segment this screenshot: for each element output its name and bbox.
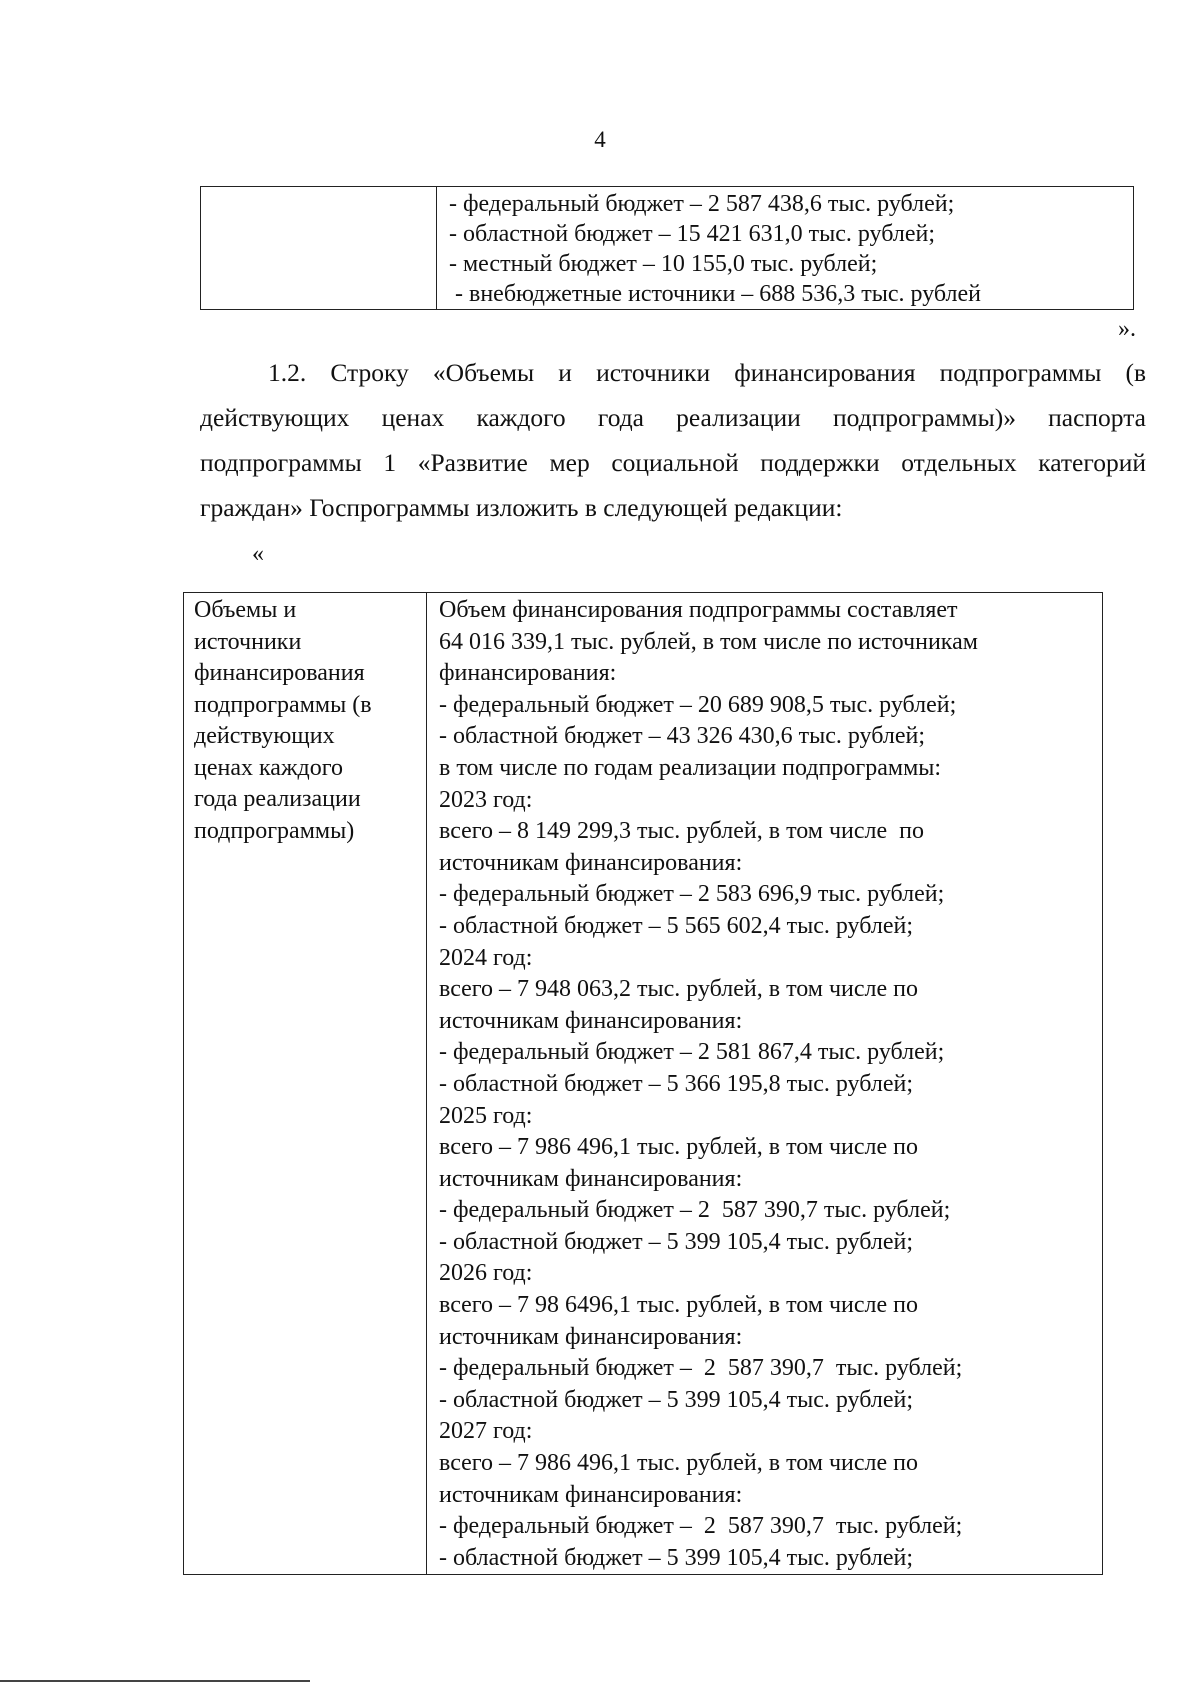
amendment-paragraph — [200, 350, 1146, 530]
funding-line: - областной бюджет – 15 421 631,0 тыс. рублей; — [449, 221, 935, 247]
closing-quote: ». — [1118, 316, 1136, 342]
funding-detail-line: источникам финансирования: — [439, 1007, 743, 1034]
funding-detail-line: - областной бюджет – 5 399 105,4 тыс. рублей; — [439, 1544, 913, 1571]
funding-table-continued — [200, 186, 1134, 310]
funding-sources-cell — [437, 187, 1134, 310]
opening-quote: « — [252, 541, 264, 567]
funding-detail-line: - областной бюджет – 5 565 602,4 тыс. рублей; — [439, 912, 913, 939]
funding-passport-table — [183, 592, 1103, 1575]
funding-detail-line: - областной бюджет – 43 326 430,6 тыс. рублей; — [439, 723, 925, 750]
funding-detail-line: в том числе по годам реализации подпрограммы: — [439, 754, 942, 781]
funding-detail-line: финансирования: — [439, 660, 617, 687]
funding-details-cell — [427, 593, 1103, 1575]
funding-detail-line: 2025 год: — [439, 1102, 533, 1129]
funding-detail-line: - федеральный бюджет – 20 689 908,5 тыс. рублей; — [439, 691, 957, 718]
funding-detail-line: - федеральный бюджет – 2 587 390,7 тыс. рублей; — [439, 1197, 951, 1224]
funding-detail-line: источникам финансирования: — [439, 1481, 743, 1508]
funding-detail-line: - областной бюджет – 5 366 195,8 тыс. рублей; — [439, 1070, 913, 1097]
funding-detail-line: всего – 7 948 063,2 тыс. рублей, в том числе по — [439, 976, 919, 1003]
funding-detail-line: 2027 год: — [439, 1418, 533, 1445]
row-header-cell — [184, 593, 427, 1575]
funding-detail-line: - федеральный бюджет – 2 581 867,4 тыс. рублей; — [439, 1039, 945, 1066]
row-header-line: Объемы и — [194, 597, 297, 623]
amendment-text: 1.2. Строку «Объемы и источники финансирования подпрограммы (в действующих ценах каждого года реализации подпрограммы)» паспорта подпрограммы 1 «Развитие мер социальной поддержки отдельных категорий граждан» Госпрограммы изложить в следующей редакции: — [200, 358, 1146, 522]
page-number: 4 — [594, 127, 606, 152]
funding-detail-line: 64 016 339,1 тыс. рублей, в том числе по источникам — [439, 628, 978, 655]
funding-line: - федеральный бюджет – 2 587 438,6 тыс. рублей; — [449, 191, 955, 217]
funding-detail-line: источникам финансирования: — [439, 1165, 743, 1192]
row-header-line: подпрограммы) — [194, 817, 355, 844]
funding-detail-line: 2026 год: — [439, 1260, 533, 1287]
funding-detail-line: всего – 7 986 496,1 тыс. рублей, в том числе по — [439, 1134, 919, 1161]
empty-left-cell — [201, 187, 437, 310]
funding-detail-line: - федеральный бюджет – 2 587 390,7 тыс. рублей; — [439, 1355, 963, 1382]
funding-detail-line: источникам финансирования: — [439, 849, 743, 876]
funding-detail-line: всего – 7 986 496,1 тыс. рублей, в том числе по — [439, 1450, 919, 1477]
funding-detail-line: - федеральный бюджет – 2 583 696,9 тыс. рублей; — [439, 881, 945, 908]
funding-detail-line: источникам финансирования: — [439, 1323, 743, 1350]
funding-line: - внебюджетные источники – 688 536,3 тыс. рублей — [449, 281, 982, 307]
row-header-line: действующих — [194, 723, 335, 749]
funding-detail-line: всего – 7 98 6496,1 тыс. рублей, в том числе по — [439, 1292, 919, 1319]
funding-detail-line: - федеральный бюджет – 2 587 390,7 тыс. рублей; — [439, 1513, 963, 1540]
funding-line: - местный бюджет – 10 155,0 тыс. рублей; — [449, 251, 878, 277]
funding-detail-line: 2023 год: — [439, 786, 533, 813]
row-header-line: финансирования — [194, 660, 365, 686]
row-header-line: ценах каждого — [194, 754, 343, 781]
funding-detail-line: - областной бюджет – 5 399 105,4 тыс. рублей; — [439, 1228, 913, 1255]
row-header-line: подпрограммы (в — [194, 691, 372, 718]
funding-detail-line: - областной бюджет – 5 399 105,4 тыс. рублей; — [439, 1386, 913, 1413]
row-header-line: источники — [194, 628, 302, 655]
funding-detail-line: 2024 год: — [439, 944, 533, 971]
row-header-line: года реализации — [194, 786, 361, 812]
footer-divider — [0, 1680, 310, 1682]
funding-detail-line: Объем финансирования подпрограммы составляет — [439, 597, 958, 623]
funding-detail-line: всего – 8 149 299,3 тыс. рублей, в том числе по — [439, 818, 925, 845]
